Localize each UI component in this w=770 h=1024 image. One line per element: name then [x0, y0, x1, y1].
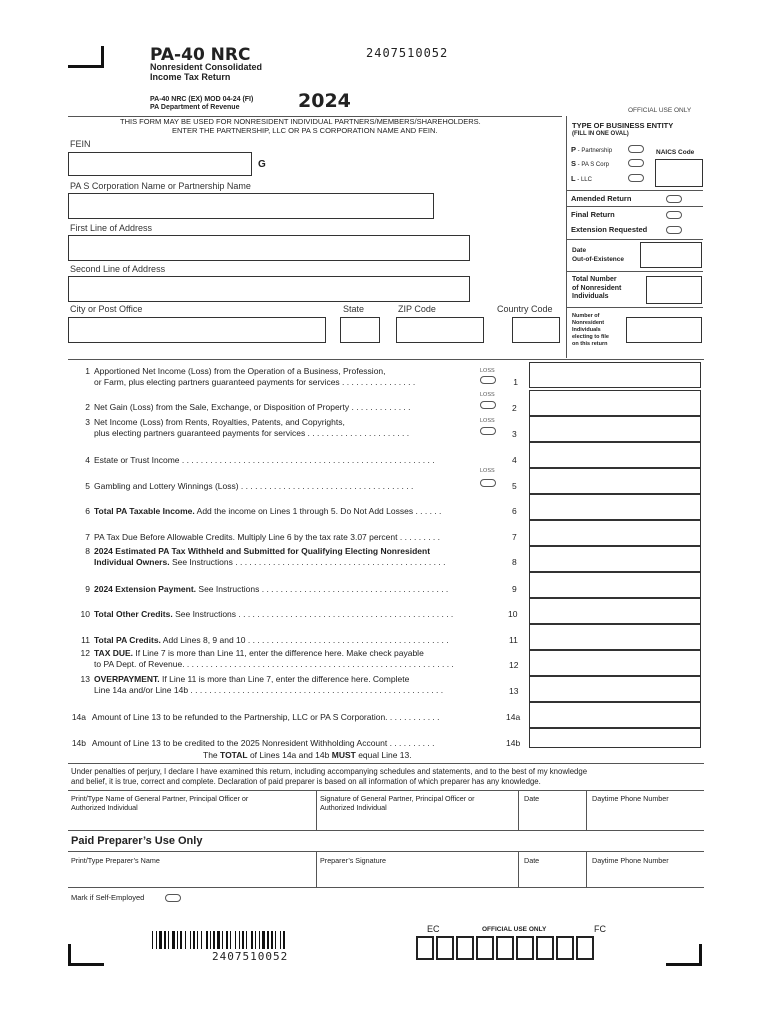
fein-suffix: G	[258, 159, 266, 170]
declaration-divider	[68, 763, 704, 764]
form-revision: PA-40 NRC (EX) MOD 04-24 (FI)	[150, 96, 254, 103]
line-6: 6 Total PA Taxable Income. Add the income on Lines 1 through 5. Do Not Add Losses . . . . . .	[85, 506, 442, 516]
loss-label-2: LOSS	[480, 392, 495, 398]
line-5-amount[interactable]	[529, 468, 701, 494]
line-10-amount[interactable]	[529, 598, 701, 624]
line-9: 9 2024 Extension Payment. See Instructions . . . . . . . . . . . . . . . . . . . . . . . . . . . . . . . . . . . . . . . .	[85, 584, 449, 594]
address2-field[interactable]	[68, 276, 470, 302]
loss-oval-1[interactable]	[480, 376, 496, 384]
officer-phone-label: Daytime Phone Number	[592, 794, 669, 803]
official-use-box	[456, 936, 474, 960]
official-use-label: OFFICIAL USE ONLY	[628, 107, 692, 114]
preparer-date-label: Date	[524, 856, 540, 865]
line-9-number: 9	[512, 584, 517, 594]
state-label: State	[343, 304, 365, 314]
department: PA Department of Revenue	[150, 104, 240, 111]
line-3-number: 3	[512, 429, 517, 439]
line-7: 7 PA Tax Due Before Allowable Credits. Multiply Line 6 by the tax rate 3.07 percent . . . . . . . . .	[85, 532, 441, 542]
panel-divider-2	[567, 206, 703, 207]
electing-label-4: electing to file	[572, 334, 609, 340]
panel-divider-4	[567, 271, 703, 272]
registration-mark-top-left	[68, 46, 104, 68]
header-divider	[68, 116, 562, 117]
entity-name-label: PA S Corporation Name or Partnership Name	[70, 181, 251, 191]
section-divider-lines	[68, 359, 704, 360]
declaration-line-2: and belief, it is true, correct and complete. Declaration of paid preparer is based on all information of which preparer has any knowledge.	[71, 777, 541, 786]
electing-label-1: Number of	[572, 313, 600, 319]
preparer-bottom-line	[68, 887, 704, 888]
total-nonresident-field[interactable]	[646, 276, 702, 304]
official-use-box	[516, 936, 534, 960]
line-2-amount[interactable]	[529, 390, 701, 416]
scan-number-bottom: 2407510052	[212, 950, 289, 963]
line-6-amount[interactable]	[529, 494, 701, 520]
date-out-label-2: Out-of-Existence	[572, 256, 625, 263]
loss-oval-3[interactable]	[480, 427, 496, 435]
preparer-title: Paid Preparer’s Use Only	[71, 835, 203, 847]
line-12-amount[interactable]	[529, 650, 701, 676]
officer-signature-label-2: Authorized Individual	[320, 803, 387, 812]
self-employed-oval[interactable]	[165, 894, 181, 902]
line-2-number: 2	[512, 403, 517, 413]
line-7-number: 7	[512, 532, 517, 542]
total-nonresident-label-2: of Nonresident	[572, 285, 622, 292]
line-6-number: 6	[512, 506, 517, 516]
signature-top-line	[68, 790, 704, 791]
preparer-phone-label: Daytime Phone Number	[592, 856, 669, 865]
official-use-box	[416, 936, 434, 960]
line-7-amount[interactable]	[529, 520, 701, 546]
state-field[interactable]	[340, 317, 380, 343]
line-13: 13 OVERPAYMENT. If Line 11 is more than Line 7, enter the difference here. Complete Line 14a and/or Line 14b . . . . . . . . . . . . . . . . . . . . . . . . . . . . . . . . . . . . . . . . . . . . . . . . . . . . . .	[80, 674, 444, 695]
line-8-number: 8	[512, 557, 517, 567]
officer-signature-label-1: Signature of General Partner, Principal Officer or	[320, 794, 475, 803]
line-14a: 14a Amount of Line 13 to be refunded to the Partnership, LLC or PA S Corporation. . . . . . . . . . . .	[71, 712, 440, 722]
official-use-box	[536, 936, 554, 960]
scan-number-top: 2407510052	[366, 46, 449, 60]
official-use-box	[496, 936, 514, 960]
amended-label: Amended Return	[571, 194, 632, 203]
notice-line-1: THIS FORM MAY BE USED FOR NONRESIDENT INDIVIDUAL PARTNERS/MEMBERS/SHAREHOLDERS.	[120, 117, 481, 126]
officer-date-label: Date	[524, 794, 540, 803]
extension-oval[interactable]	[666, 226, 682, 234]
naics-field[interactable]	[655, 159, 703, 187]
electing-label-3: Individuals	[572, 327, 601, 333]
line-5: 5 Gambling and Lottery Winnings (Loss) . . . . . . . . . . . . . . . . . . . . . . . . . . . . . . . . . . . . .	[85, 481, 414, 491]
preparer-entry-area[interactable]	[68, 866, 704, 886]
line-2: 2 Net Gain (Loss) from the Sale, Exchange, or Disposition of Property . . . . . . . . . . . . .	[85, 402, 411, 412]
line-14b-amount[interactable]	[529, 728, 701, 748]
final-oval[interactable]	[666, 211, 682, 219]
loss-label-3: LOSS	[480, 418, 495, 424]
registration-mark-bottom-right	[666, 944, 702, 966]
registration-mark-bottom-left	[68, 944, 104, 966]
self-employed-label: Mark if Self-Employed	[71, 893, 145, 902]
line-1: 1 Apportioned Net Income (Loss) from the Operation of a Business, Profession, or Farm, plus electing partners guaranteed payments for services . . . . . . . . . . . . . . . .	[85, 366, 416, 387]
line-11: 11 Total PA Credits. Add Lines 8, 9 and 10 . . . . . . . . . . . . . . . . . . . . . . . . . . . . . . . . . . . . . . . . . . .	[81, 635, 449, 645]
loss-oval-5[interactable]	[480, 479, 496, 487]
line-14b: 14b Amount of Line 13 to be credited to the 2025 Nonresident Withholding Account . . . . . . . . . .	[71, 738, 435, 748]
address1-label: First Line of Address	[70, 223, 153, 233]
line-8: 8 2024 Estimated PA Tax Withheld and Submitted for Qualifying Electing Nonresident Individual Owners. See Instructions . . . . . . . . . . . . . . . . . . . . . . . . . . . . . . . . . . . . . . . . . . . . .	[85, 546, 446, 567]
line-13-number: 13	[509, 686, 519, 696]
form-subtitle-2: Income Tax Return	[150, 72, 231, 82]
line-10: 10 Total Other Credits. See Instructions . . . . . . . . . . . . . . . . . . . . . . . . . . . . . . . . . . . . . . . . . . . . . .	[80, 609, 454, 619]
official-use-box	[436, 936, 454, 960]
line-10-number: 10	[508, 609, 518, 619]
country-label: Country Code	[497, 304, 553, 314]
line-14a-amount[interactable]	[529, 702, 701, 728]
business-type-title: TYPE OF BUSINESS ENTITY	[572, 121, 674, 130]
total-nonresident-label-3: Individuals	[572, 293, 609, 300]
loss-label-1: LOSS	[480, 368, 495, 374]
country-field[interactable]	[512, 317, 560, 343]
barcode	[152, 931, 360, 949]
option-llc-label: L - LLC	[571, 174, 592, 183]
city-label: City or Post Office	[70, 304, 143, 314]
preparer-fields-line	[68, 851, 704, 852]
date-out-of-existence-field[interactable]	[640, 242, 702, 268]
officer-name-label-2: Authorized Individual	[71, 803, 138, 812]
panel-divider-3	[567, 239, 703, 240]
official-use-box	[576, 936, 594, 960]
final-label: Final Return	[571, 210, 615, 219]
form-id: PA-40 NRC	[150, 45, 251, 65]
option-llc-oval[interactable]	[628, 174, 644, 182]
electing-label-5: on this return	[572, 341, 608, 347]
preparer-name-label: Print/Type Preparer’s Name	[71, 856, 160, 865]
option-scorp-label: S - PA S Corp	[571, 159, 609, 168]
ec-label: EC	[427, 924, 440, 934]
option-partnership-oval[interactable]	[628, 145, 644, 153]
loss-oval-2[interactable]	[480, 401, 496, 409]
fein-label: FEIN	[70, 139, 91, 149]
line-8-amount[interactable]	[529, 546, 701, 572]
tax-year: 2024	[298, 90, 351, 112]
panel-divider-5	[567, 307, 703, 308]
naics-label: NAICS Code	[656, 149, 695, 156]
city-field[interactable]	[68, 317, 326, 343]
preparer-signature-label: Preparer’s Signature	[320, 856, 387, 865]
line-12: 12 TAX DUE. If Line 7 is more than Line 11, enter the difference here. Make check payable to PA Dept. of Revenue. . . . . . . . . . . . . . . . . . . . . . . . . . . . . . . . . . . . . . . . . . . . . . . . . . . . . . . . . .	[80, 648, 454, 669]
line-14a-number: 14a	[506, 712, 521, 722]
notice-line-2: ENTER THE PARTNERSHIP, LLC OR PA S CORPORATION NAME AND FEIN.	[172, 126, 438, 135]
total-nonresident-label-1: Total Number	[572, 276, 617, 283]
official-use-box	[556, 936, 574, 960]
line-13-amount[interactable]	[529, 676, 701, 702]
electing-field[interactable]	[626, 317, 702, 343]
panel-divider-1	[567, 190, 703, 191]
preparer-divider	[68, 830, 704, 831]
fc-label: FC	[594, 924, 606, 934]
line-12-number: 12	[509, 660, 519, 670]
date-out-label-1: Date	[572, 247, 587, 254]
line-9-amount[interactable]	[529, 572, 701, 598]
loss-label-5: LOSS	[480, 468, 495, 474]
footer-official-use: OFFICIAL USE ONLY	[482, 926, 547, 933]
extension-label: Extension Requested	[571, 225, 648, 234]
line-1-number: 1	[513, 377, 518, 387]
amended-oval[interactable]	[666, 195, 682, 203]
entity-name-field[interactable]	[68, 193, 434, 219]
official-use-box	[476, 936, 494, 960]
line-3: 3 Net Income (Loss) from Rents, Royalties, Patents, and Copyrights, plus electing partners guaranteed payments for services . . . . . . . . . . . . . . . . . . . . . .	[85, 417, 410, 438]
officer-name-label-1: Print/Type Name of General Partner, Principal Officer or	[71, 794, 249, 803]
line-1-amount[interactable]	[529, 362, 701, 388]
business-type-instruction: (FILL IN ONE OVAL)	[572, 131, 629, 137]
zip-field[interactable]	[396, 317, 484, 343]
officer-signature-area[interactable]	[68, 812, 704, 830]
line-4: 4 Estate or Trust Income . . . . . . . . . . . . . . . . . . . . . . . . . . . . . . . . . . . . . . . . . . . . . . . . . . . . . .	[85, 455, 435, 465]
line-5-number: 5	[512, 481, 517, 491]
address1-field[interactable]	[68, 235, 470, 261]
line-14-note: The TOTAL of Lines 14a and 14b MUST equal Line 13.	[203, 750, 412, 760]
line-4-number: 4	[512, 455, 517, 465]
line-11-number: 11	[509, 635, 518, 645]
option-scorp-oval[interactable]	[628, 159, 644, 167]
form-subtitle-1: Nonresident Consolidated	[150, 62, 263, 72]
declaration-line-1: Under penalties of perjury, I declare I have examined this return, including accompanying schedules and statements, and to the best of my knowledge	[71, 767, 588, 776]
line-4-amount[interactable]	[529, 442, 701, 468]
line-3-amount[interactable]	[529, 416, 701, 442]
option-partnership-label: P - Partnership	[571, 145, 613, 154]
line-14b-number: 14b	[506, 738, 521, 748]
line-11-amount[interactable]	[529, 624, 701, 650]
zip-label: ZIP Code	[398, 304, 436, 314]
fein-field[interactable]	[68, 152, 252, 176]
address2-label: Second Line of Address	[70, 264, 166, 274]
electing-label-2: Nonresident	[572, 320, 605, 326]
